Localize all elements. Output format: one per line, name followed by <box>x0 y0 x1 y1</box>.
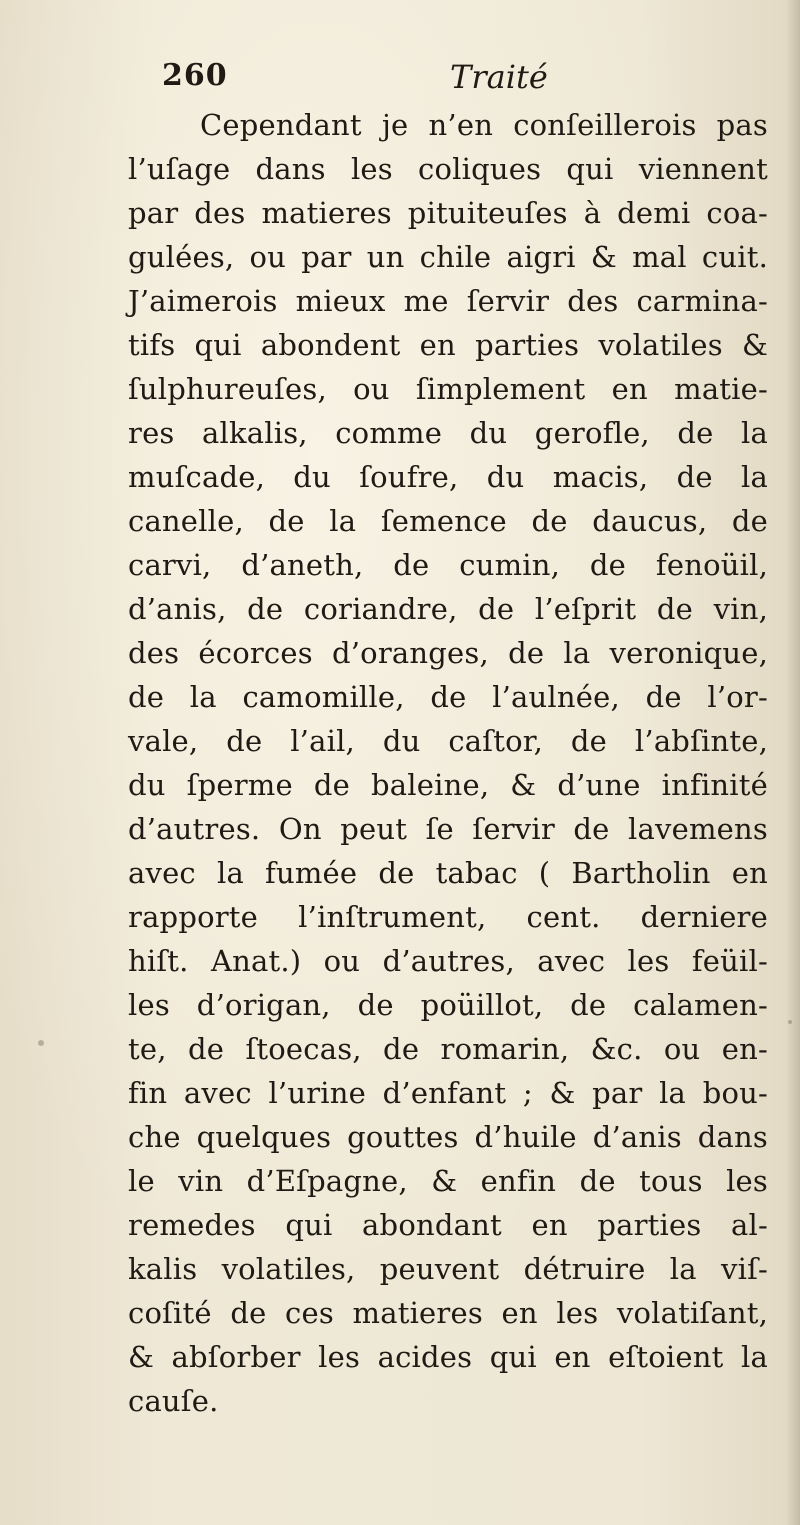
page-header <box>0 58 800 98</box>
text-line: cauſe. <box>128 1384 219 1418</box>
paper-speck <box>38 1040 44 1046</box>
text-line: fin avec l’urine d’enfant ; & par la bou- <box>128 1076 768 1110</box>
text-line: hiſt. Anat.) ou d’autres, avec les feüil- <box>128 944 768 978</box>
text-line: des écorces d’oranges, de la veronique, <box>128 636 768 670</box>
text-line: rapporte l’inſtrument, cent. derniere <box>128 900 768 934</box>
text-line: ſulphureuſes, ou ſimplement en matie- <box>128 372 768 406</box>
text-line: te, de ſtoecas, de romarin, &c. ou en- <box>128 1032 768 1066</box>
text-line: avec la fumée de tabac ( Bartholin en <box>128 856 768 890</box>
text-line: & abſorber les acides qui en eſtoient la <box>128 1340 768 1374</box>
text-line: muſcade, du ſoufre, du macis, de la <box>128 460 768 494</box>
paper-speck <box>788 1020 792 1024</box>
page-number: 260 <box>162 58 228 93</box>
text-line: gulées, ou par un chile aigri & mal cuit. <box>128 240 768 274</box>
body-text <box>128 103 768 1423</box>
text-line: remedes qui abondant en parties al- <box>128 1208 768 1242</box>
text-line: d’anis, de coriandre, de l’eſprit de vin, <box>128 592 768 626</box>
page-edge-shadow <box>786 0 800 1525</box>
text-line: d’autres. On peut ſe ſervir de lavemens <box>128 812 768 846</box>
text-line: coſité de ces matieres en les volatiſant, <box>128 1296 768 1330</box>
text-line: de la camomille, de l’aulnée, de l’or- <box>128 680 768 714</box>
text-line: canelle, de la ſemence de daucus, de <box>128 504 768 538</box>
text-line: che quelques gouttes d’huile d’anis dans <box>128 1120 768 1154</box>
text-line: par des matieres pituiteuſes à demi coa- <box>128 196 768 230</box>
text-line: du ſperme de baleine, & d’une infinité <box>128 768 768 802</box>
text-line: carvi, d’aneth, de cumin, de fenoüil, <box>128 548 768 582</box>
text-line: J’aimerois mieux me ſervir des carmina- <box>128 284 768 318</box>
text-line: res alkalis, comme du gerofle, de la <box>128 416 768 450</box>
text-line: vale, de l’ail, du caſtor, de l’abſinte, <box>128 724 768 758</box>
text-line: l’uſage dans les coliques qui viennent <box>128 152 768 186</box>
text-line: les d’origan, de poüillot, de calamen- <box>128 988 768 1022</box>
text-line: le vin d’Eſpagne, & enfin de tous les <box>128 1164 768 1198</box>
text-line: Cependant je n’en conſeillerois pas <box>200 108 768 142</box>
text-line: kalis volatiles, peuvent détruire la viſ- <box>128 1252 768 1286</box>
running-title: Traité <box>450 58 548 96</box>
text-line: tifs qui abondent en parties volatiles & <box>128 328 768 362</box>
